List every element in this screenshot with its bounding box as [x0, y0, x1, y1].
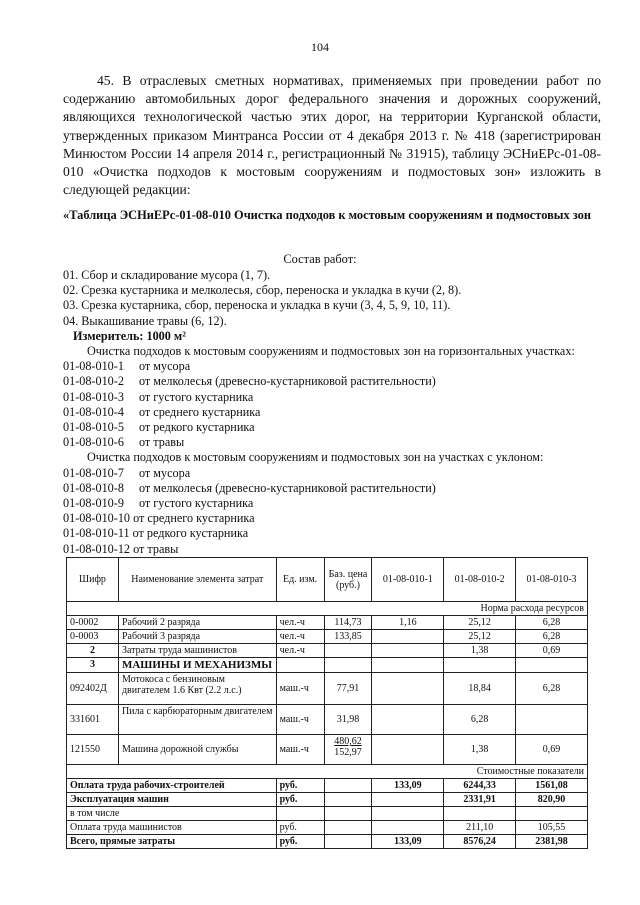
group2-heading: Очистка подходов к мостовым сооружениям и подмостовых зон на участках с уклоном:	[87, 450, 544, 465]
row-v2: 18,84	[444, 673, 516, 705]
total-v2: 211,10	[444, 821, 516, 835]
item-code: 01-08-010-7	[63, 465, 124, 480]
work-item: 01. Сбор и складирование мусора (1, 7).	[63, 268, 271, 282]
row-unit: чел.-ч	[276, 616, 324, 630]
row-v2: 25,12	[444, 616, 516, 630]
row-v2: 1,38	[444, 644, 516, 658]
item-code: 01-08-010-6	[63, 435, 124, 450]
row-code: 3	[67, 658, 119, 673]
header-code: Шифр	[67, 558, 119, 602]
item-code: 01-08-010-1	[63, 359, 124, 374]
row-name: Машина дорожной службы	[118, 735, 276, 765]
group2-item	[63, 466, 603, 481]
row-v1	[372, 658, 444, 673]
group1-item	[63, 420, 603, 435]
row-unit: чел.-ч	[276, 630, 324, 644]
row-v3: 0,69	[516, 735, 588, 765]
total-unit	[276, 807, 324, 821]
row-v3: 6,28	[516, 630, 588, 644]
table-row	[67, 616, 588, 630]
total-unit: руб.	[276, 793, 324, 807]
row-v3: 6,28	[516, 673, 588, 705]
row-price: 31,98	[324, 705, 372, 735]
row-v2: 1,38	[444, 735, 516, 765]
row-v3	[516, 658, 588, 673]
total-v3	[516, 807, 588, 821]
row-code: 2	[67, 644, 119, 658]
header-col3: 01-08-010-3	[516, 558, 588, 602]
total-name: Оплата труда рабочих-строителей	[67, 779, 277, 793]
item-name: от мусора	[139, 465, 191, 480]
item-name: от густого кустарника	[139, 389, 254, 404]
item-name: от среднего кустарника	[133, 511, 255, 526]
table-row	[67, 630, 588, 644]
row-price: 114,73	[324, 616, 372, 630]
group2-item	[63, 481, 603, 496]
totals-row	[67, 793, 588, 807]
row-price: 480,62	[334, 736, 362, 747]
stoimost-row	[67, 765, 588, 779]
page-number: 104	[311, 40, 329, 54]
group1-item	[63, 435, 603, 450]
group1-item	[63, 405, 603, 420]
row-v1	[372, 630, 444, 644]
row-code: 0-0002	[67, 616, 119, 630]
item-code: 01-08-010-4	[63, 404, 124, 419]
row-v1	[372, 644, 444, 658]
row-name: Затраты труда машинистов	[118, 644, 276, 658]
item-code: 01-08-010-9	[63, 496, 124, 511]
item-code: 01-08-010-5	[63, 420, 124, 435]
row-v1: 1,16	[372, 616, 444, 630]
table-row	[67, 735, 588, 765]
resource-table	[66, 557, 588, 849]
row-code: 331601	[67, 705, 119, 735]
group2-item	[63, 496, 603, 511]
row-name: МАШИНЫ И МЕХАНИЗМЫ	[118, 658, 276, 673]
row-price-2: 152,97	[334, 747, 362, 758]
total-v1: 133,09	[372, 835, 444, 849]
row-price	[324, 644, 372, 658]
row-v3: 0,69	[516, 644, 588, 658]
stoimost-label: Стоимостные показатели	[67, 765, 588, 779]
total-v3: 2381,98	[516, 835, 588, 849]
row-name: Мотокоса с бензиновым двигателем 1.6 Квт (2.2 л.с.)	[118, 673, 276, 705]
row-code: 092402Д	[67, 673, 119, 705]
row-price: 133,85	[324, 630, 372, 644]
total-v1	[372, 793, 444, 807]
total-v2: 2331,91	[444, 793, 516, 807]
total-name: Эксплуатация машин	[67, 793, 277, 807]
total-unit: руб.	[276, 821, 324, 835]
intro-paragraph: 45. В отраслевых сметных нормативах, применяемых при проведении работ по содержанию автомобильных дорог федерального значения и дорожных сооружений, являющихся технологической частью этих дорог, на территории Курганской области, утвержденных приказом Минтранса России от 4 декабря 2013 г. № 418 (зарегистрирован Минюстом России 14 апреля 2014 г., регистрационный № 31915), таблицу ЭСНиЕРс-01-08-010 «Очистка подходов к мостовым сооружениям и подмостовых зон» изложить в следующей редакции:	[63, 73, 601, 198]
norma-label: Норма расхода ресурсов	[67, 602, 588, 616]
header-price: Баз. цена (руб.)	[324, 558, 372, 602]
total-name: Оплата труда машинистов	[67, 821, 277, 835]
table-title: «Таблица ЭСНиЕРс-01-08-010 Очистка подходов к мостовым сооружениям и подмостовых зон	[63, 208, 591, 222]
row-v1	[372, 705, 444, 735]
item-name: от среднего кустарника	[139, 404, 261, 419]
total-v1	[372, 807, 444, 821]
item-name: от мусора	[139, 359, 191, 374]
item-name: от редкого кустарника	[132, 526, 249, 541]
item-code: 01-08-010-3	[63, 389, 124, 404]
totals-row	[67, 779, 588, 793]
header-name: Наименование элемента затрат	[118, 558, 276, 602]
row-v1	[372, 673, 444, 705]
total-v2: 8576,24	[444, 835, 516, 849]
row-name: Рабочий 2 разряда	[118, 616, 276, 630]
item-code: 01-08-010-12	[63, 541, 131, 556]
totals-row	[67, 821, 588, 835]
row-unit: маш.-ч	[276, 735, 324, 765]
item-name: от мелколесья (древесно-кустарниковой растительности)	[139, 480, 436, 495]
row-price: 77,91	[324, 673, 372, 705]
total-v3: 105,55	[516, 821, 588, 835]
item-name: от мелколесья (древесно-кустарниковой растительности)	[139, 374, 436, 389]
row-unit	[276, 658, 324, 673]
row-v3	[516, 705, 588, 735]
item-name: от травы	[139, 435, 185, 450]
row-name: Пила с карбюраторным двигателем	[118, 705, 276, 735]
total-name: Всего, прямые затраты	[67, 835, 277, 849]
item-code: 01-08-010-2	[63, 374, 124, 389]
group2-item	[63, 511, 603, 526]
row-v3: 6,28	[516, 616, 588, 630]
total-v3: 820,90	[516, 793, 588, 807]
header-col1: 01-08-010-1	[372, 558, 444, 602]
header-col2: 01-08-010-2	[444, 558, 516, 602]
work-item: 04. Выкашивание травы (6, 12).	[63, 313, 227, 328]
group1-item	[63, 359, 603, 374]
table-row	[67, 673, 588, 705]
table-header-row	[67, 558, 588, 602]
row-code: 0-0003	[67, 630, 119, 644]
total-v1: 133,09	[372, 779, 444, 793]
group1-item	[63, 390, 603, 405]
total-unit: руб.	[276, 835, 324, 849]
row-unit: маш.-ч	[276, 705, 324, 735]
header-unit: Ед. изм.	[276, 558, 324, 602]
row-v2: 25,12	[444, 630, 516, 644]
work-item: 02. Срезка кустарника и мелколесья, сбор, переноска и укладка в кучи (2, 8).	[63, 283, 462, 298]
group1-heading: Очистка подходов к мостовым сооружениям и подмостовых зон на горизонтальных участках:	[87, 344, 575, 359]
item-code: 01-08-010-8	[63, 480, 124, 495]
item-name: от густого кустарника	[139, 496, 254, 511]
row-price	[324, 658, 372, 673]
row-name: Рабочий 3 разряда	[118, 630, 276, 644]
group1-item	[63, 374, 603, 389]
total-v3: 1561,08	[516, 779, 588, 793]
row-v2: 6,28	[444, 705, 516, 735]
total-v2	[444, 807, 516, 821]
table-row	[67, 705, 588, 735]
group2-item	[63, 526, 603, 541]
works-list	[63, 268, 603, 557]
work-item: 03. Срезка кустарника, сбор, переноска и укладка в кучи (3, 4, 5, 9, 10, 11).	[63, 298, 451, 313]
row-unit: чел.-ч	[276, 644, 324, 658]
row-code: 121550	[67, 735, 119, 765]
table-row	[67, 658, 588, 673]
item-code: 01-08-010-11	[63, 526, 130, 541]
group2-item	[63, 542, 603, 557]
item-name: от травы	[133, 541, 179, 556]
total-v2: 6244,33	[444, 779, 516, 793]
total-v1	[372, 821, 444, 835]
row-v1	[372, 735, 444, 765]
totals-row	[67, 835, 588, 849]
totals-row	[67, 807, 588, 821]
total-unit: руб.	[276, 779, 324, 793]
sostav-heading: Состав работ:	[283, 252, 357, 266]
row-v2	[444, 658, 516, 673]
item-code: 01-08-010-10	[63, 511, 131, 526]
row-unit: маш.-ч	[276, 673, 324, 705]
norma-row	[67, 602, 588, 616]
izmeritel: Измеритель: 1000 м²	[73, 328, 186, 343]
item-name: от редкого кустарника	[139, 420, 255, 435]
total-name: в том числе	[67, 807, 277, 821]
table-row	[67, 644, 588, 658]
